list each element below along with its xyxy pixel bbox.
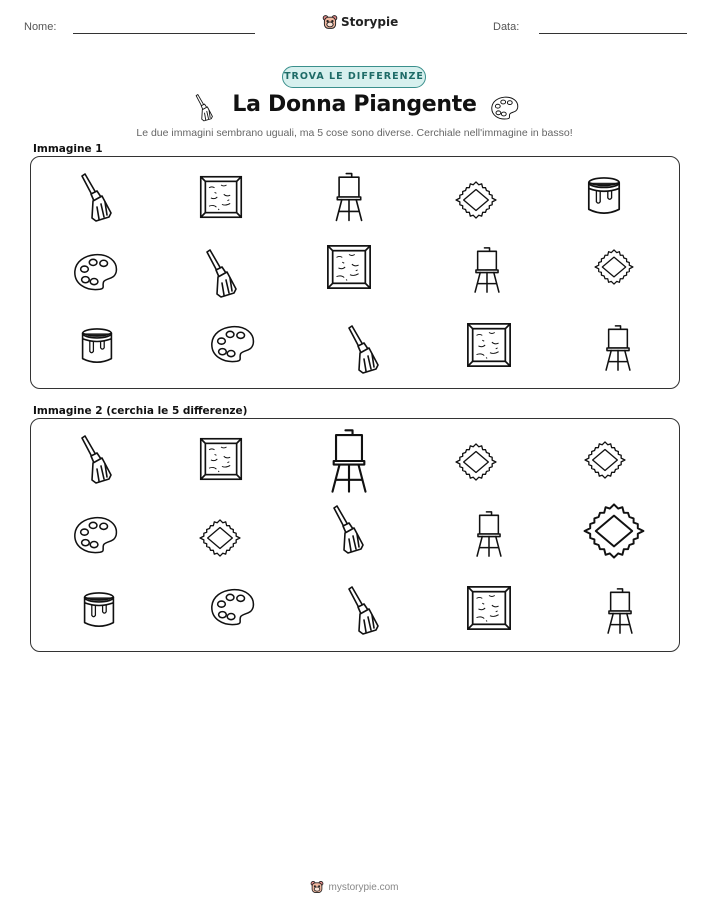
palette-icon	[209, 324, 257, 364]
brush-icon	[76, 435, 116, 485]
image-1-panel	[30, 156, 680, 389]
stamp-icon	[591, 249, 637, 285]
bear-logo-icon	[310, 880, 324, 894]
stamp-icon	[579, 503, 649, 559]
stamp-icon	[195, 519, 245, 557]
page-title: La Donna Piangente	[232, 92, 477, 117]
brand-name: Storypie	[341, 15, 399, 29]
palette-icon	[209, 587, 257, 627]
date-label: Data:	[493, 21, 520, 33]
brand-logo	[322, 14, 398, 30]
paint-can-icon	[585, 175, 623, 217]
easel-icon	[603, 586, 637, 636]
easel-icon	[325, 428, 373, 494]
paint-can-icon	[81, 589, 117, 631]
painting-icon	[325, 243, 373, 291]
painting-icon	[465, 584, 513, 632]
easel-icon	[331, 171, 367, 223]
painting-icon	[465, 321, 513, 369]
paint-can-icon	[79, 325, 115, 367]
stamp-icon	[451, 181, 501, 219]
brush-icon	[343, 325, 383, 375]
footer	[0, 880, 709, 894]
date-line[interactable]	[539, 33, 687, 34]
image-2-panel	[30, 418, 680, 652]
name-line[interactable]	[73, 33, 255, 34]
palette-icon	[72, 515, 120, 555]
bear-logo-icon	[322, 14, 338, 30]
section-1-label: Immagine 1	[33, 143, 103, 155]
name-label: Nome:	[24, 21, 57, 33]
activity-badge: TROVA LE DIFFERENZE	[282, 66, 426, 88]
section-2-label: Immagine 2 (cerchia le 5 differenze)	[33, 405, 248, 417]
painting-icon	[198, 436, 244, 482]
easel-icon	[470, 245, 504, 295]
palette-icon	[72, 252, 120, 292]
instructions: Le due immagini sembrano uguali, ma 5 cose sono diverse. Cerchiale nell'immagine in basso!	[136, 127, 573, 139]
brush-icon	[328, 505, 368, 555]
footer-url[interactable]: mystorypie.com	[328, 881, 399, 893]
palette-icon	[490, 96, 520, 120]
brush-icon	[201, 249, 241, 299]
easel-icon	[601, 323, 635, 373]
brush-icon	[343, 586, 383, 636]
stamp-icon	[581, 441, 629, 479]
brush-icon	[76, 173, 116, 223]
stamp-icon	[451, 443, 501, 481]
painting-icon	[198, 174, 244, 220]
easel-icon	[472, 509, 506, 559]
